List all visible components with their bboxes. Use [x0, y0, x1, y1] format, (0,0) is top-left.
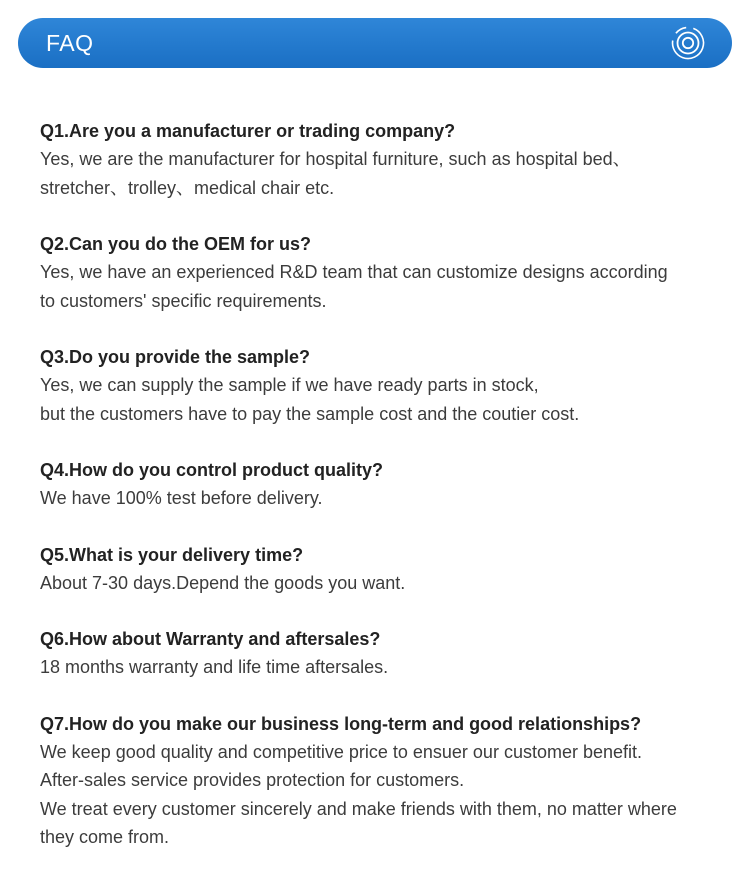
faq-question: Q6.How about Warranty and aftersales?: [40, 629, 381, 649]
faq-item: [40, 710, 730, 852]
answer-line: About 7-30 days.Depend the goods you want.: [40, 572, 406, 593]
faq-answer: [40, 484, 730, 513]
answer-line: We treat every customer sincerely and make friends with them, no matter where: [40, 798, 677, 819]
faq-question: Q3.Do you provide the sample?: [40, 347, 311, 367]
faq-answer: [40, 371, 730, 428]
faq-question: Q5.What is your delivery time?: [40, 544, 304, 565]
faq-answer: [40, 738, 730, 852]
faq-list: [40, 117, 730, 880]
answer-line: After-sales service provides protection for customers.: [40, 770, 465, 790]
answer-line: stretcher、trolley、medical chair etc.: [40, 177, 335, 198]
answer-line: they come from.: [40, 827, 170, 847]
faq-item: [40, 625, 730, 682]
faq-question: Q4.How do you control product quality?: [40, 460, 383, 480]
answer-line: but the customers have to pay the sample cost and the coutier cost.: [40, 403, 580, 424]
faq-item: [40, 541, 730, 598]
faq-question: Q1.Are you a manufacturer or trading company?: [40, 121, 456, 141]
faq-question: Q7.How do you make our business long-term and good relationships?: [40, 713, 642, 734]
faq-item: [40, 456, 730, 513]
faq-answer: [40, 145, 730, 202]
answer-line: Yes, we can supply the sample if we have ready parts in stock,: [40, 375, 539, 395]
answer-line: We keep good quality and competitive price to ensuer our customer benefit.: [40, 741, 643, 762]
faq-answer: [40, 569, 730, 598]
faq-question: Q2.Can you do the OEM for us?: [40, 234, 312, 254]
faq-answer: [40, 258, 730, 315]
target-rings-icon: [670, 25, 706, 61]
faq-item: [40, 343, 730, 428]
answer-line: 18 months warranty and life time aftersales.: [40, 657, 389, 677]
answer-line: Yes, we are the manufacturer for hospital furniture, such as hospital bed、: [40, 149, 631, 169]
faq-title: FAQ: [46, 30, 94, 56]
answer-line: We have 100% test before delivery.: [40, 488, 323, 508]
faq-item: [40, 117, 730, 202]
answer-line: Yes, we have an experienced R&D team that can customize designs according: [40, 262, 668, 282]
faq-answer: [40, 653, 730, 682]
answer-line: to customers' specific requirements.: [40, 290, 327, 311]
faq-header-bar: [18, 18, 732, 68]
faq-item: [40, 230, 730, 315]
